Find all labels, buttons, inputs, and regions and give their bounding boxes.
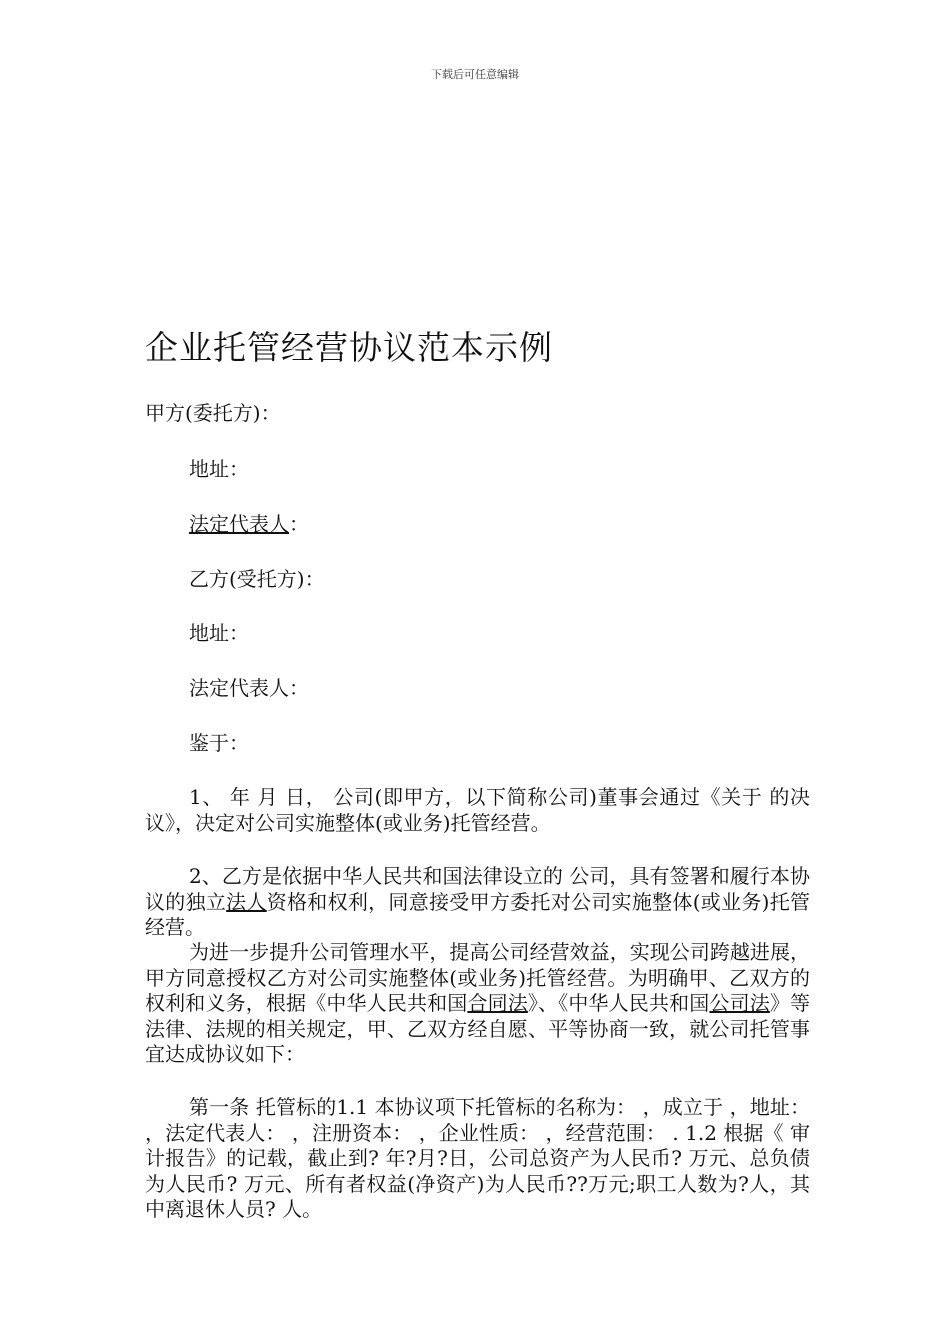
clause-2-paragraph [145,864,810,941]
clause-1-paragraph: 1、 年 月 日， 公司(即甲方，以下简称公司)董事会通过《关于 的决议》，决定对公司实施整体(或业务)托管经营。 [145,785,810,835]
legal-person-link[interactable]: 法人 [226,889,267,914]
party-a-address-label: 地址： [189,457,249,481]
whereas-label: 鉴于： [189,731,249,755]
party-b-address-label: 地址： [189,621,249,645]
preamble-text-c: 》等法律、法规的相关规定，甲、乙双方经自愿、平等协商一致，就公司托管事宜达成协议如下： [145,991,811,1066]
party-a-rep-line [189,511,309,537]
article-1-paragraph: 第一条 托管标的1.1 本协议项下托管标的名称为： ，成立于 ，地址： ，法定代表人： ，注册资本： ，企业性质： ，经营范围： . 1.2 根据《 审计报告》的记载，截止到? 年?月?日，公司总资产为人民币? 万元、总负债为人民币? 万元、所有者权益(净资产)为人民币??万元;职工人数为?人，其中离退休人员? 人。 [145,1095,810,1221]
page-header-note: 下载后可任意编辑 [431,68,519,81]
document-title: 企业托管经营协议范本示例 [145,328,553,367]
party-b-rep-label: 法定代表人： [189,676,309,700]
contract-law-link[interactable]: 合同法 [467,991,528,1015]
clause-2-text-b: 资格和权利，同意接受甲方委托对公司实施整体(或业务)托管经营。 [145,889,811,939]
preamble-text-b: 》、《中华人民共和国 [527,991,710,1015]
party-a-label: 甲方(委托方)： [145,401,281,425]
preamble-paragraph [145,940,810,1068]
party-a-rep-colon: ： [289,512,309,536]
company-law-link[interactable]: 公司法 [709,991,770,1015]
party-b-label: 乙方(受托方)： [189,567,325,591]
preamble-text-a: 为进一步提升公司管理水平，提高公司经营效益，实现公司跨越进展，甲方同意授权乙方对公司实施整体(或业务)托管经营。为明确甲、乙双方的权利和义务，根据《中华人民共和国 [145,940,810,1015]
clause-2-text-a: 2、乙方是依据中华人民共和国法律设立的 公司，具有签署和履行本协议的独立 [145,864,810,914]
legal-representative-link[interactable]: 法定代表人 [189,512,289,536]
